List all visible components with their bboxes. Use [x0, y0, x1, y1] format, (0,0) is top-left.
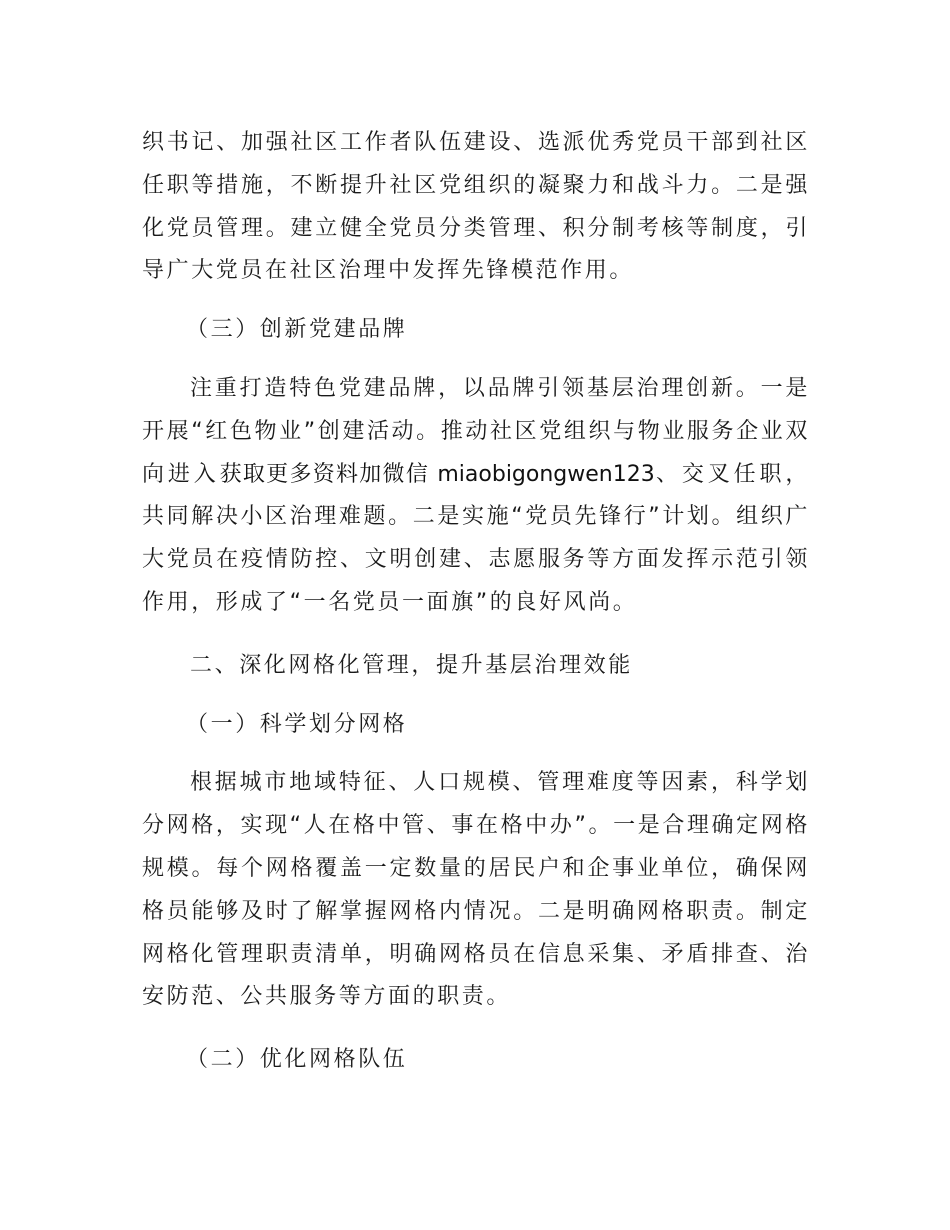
- heading-optimize-grid-team: （二）优化网格队伍: [186, 1047, 408, 1073]
- heading-divide-grid: （一）科学划分网格: [186, 711, 408, 737]
- paragraph-party-brand-text-1: 注重打造特色党建品牌，以品牌引领基层治理创新。一是开展“红色物业”创建活动。推动社区党组织与物业服务企业双向进入: [142, 375, 810, 487]
- paragraph-party-brand: [142, 368, 810, 625]
- watermark-text: 获取更多资料加微信 miaobigongwen123: [219, 461, 655, 487]
- heading-grid-management: 二、深化网格化管理，提升基层治理效能: [190, 652, 633, 678]
- heading-innovate-brand: （三）创新党建品牌: [186, 317, 408, 343]
- paragraph-party-brand-text-2: 、交叉任职，共同解决小区治理难题。二是实施“党员先锋行”计划。组织广大党员在疫情防控、文明创建、志愿服务等方面发挥示范引领作用，形成了“一名党员一面旗”的良好风尚。: [142, 461, 810, 615]
- document-page: [142, 122, 810, 1082]
- paragraph-divide-grid: 根据城市地域特征、人口规模、管理难度等因素，科学划分网格，实现“人在格中管、事在格中办”。一是合理确定网格规模。每个网格覆盖一定数量的居民户和企事业单位，确保网格员能够及时了解掌握网格内情况。二是明确网格职责。制定网格化管理职责清单，明确网格员在信息采集、矛盾排查、治安防范、公共服务等方面的职责。: [142, 770, 810, 1010]
- paragraph-party-management: 织书记、加强社区工作者队伍建设、选派优秀党员干部到社区任职等措施，不断提升社区党组织的凝聚力和战斗力。二是强化党员管理。建立健全党员分类管理、积分制考核等制度，引导广大党员在社区治理中发挥先锋模范作用。: [142, 130, 810, 284]
